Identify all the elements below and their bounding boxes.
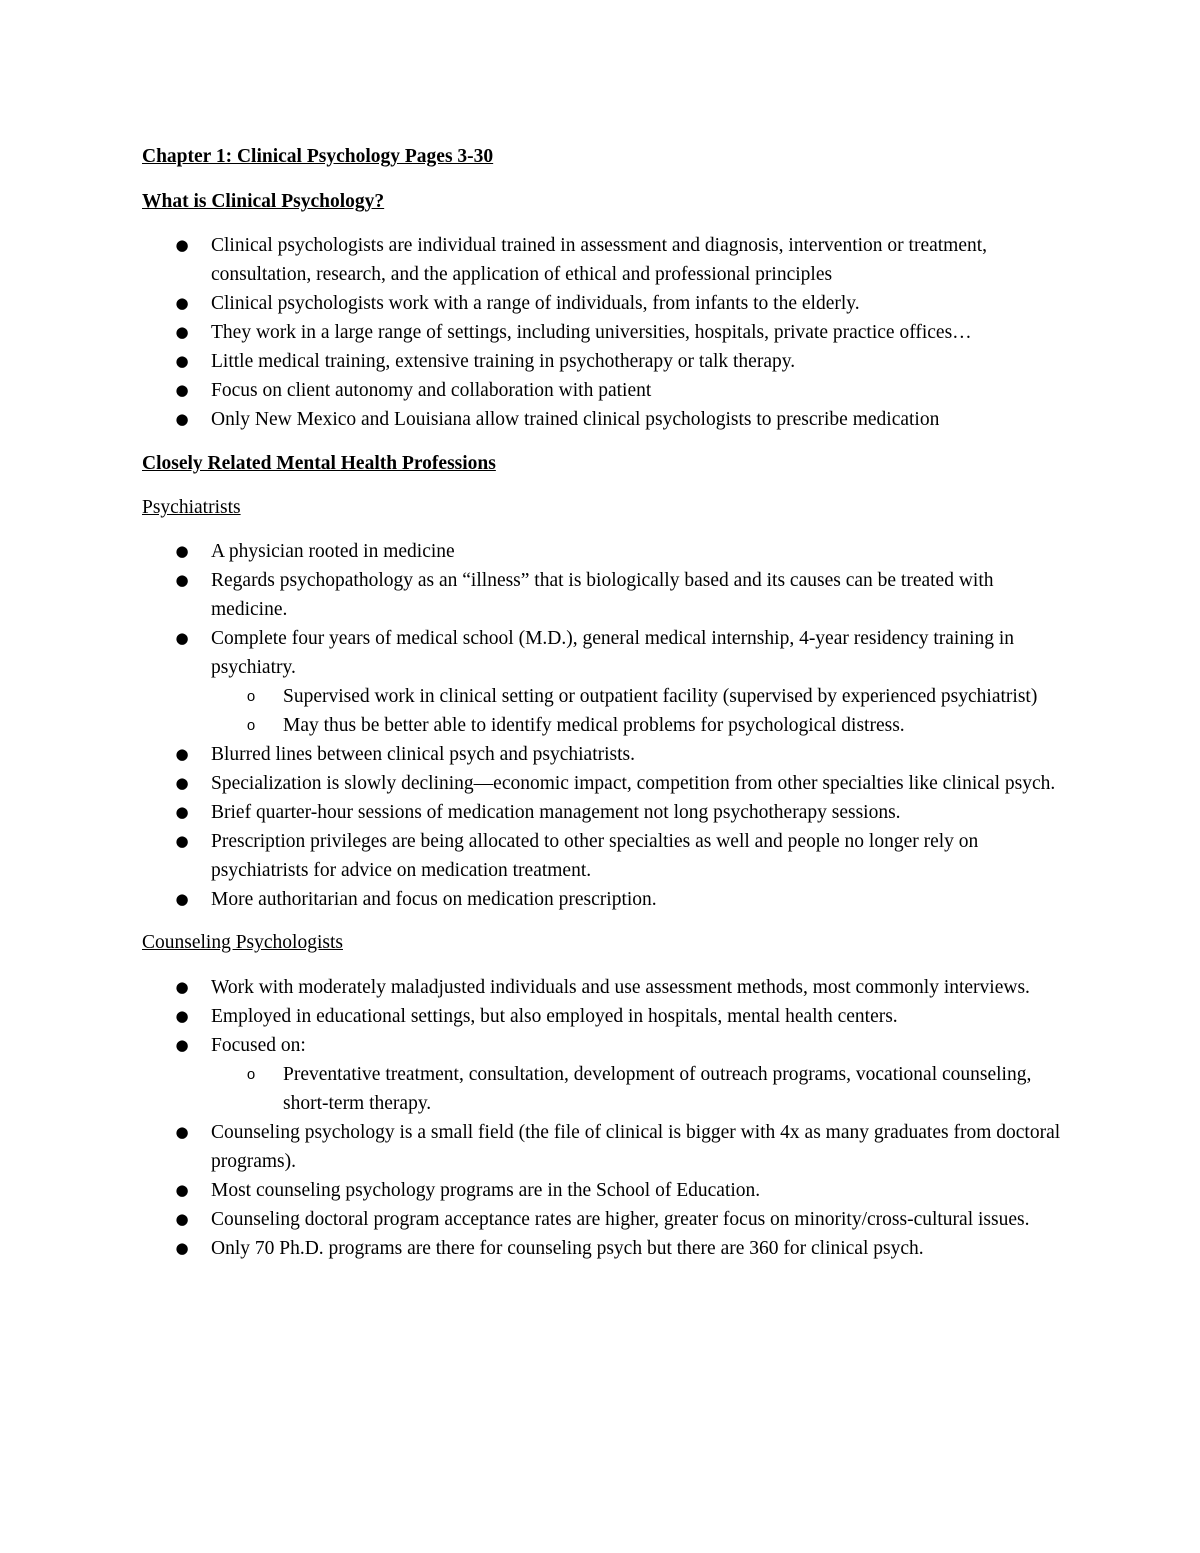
list-item-text: Complete four years of medical school (M.D.), general medical internship, 4-year residency training in psychiatry. — [211, 628, 1015, 678]
bullet-list-psychiatrists — [142, 537, 1062, 914]
list-item — [142, 1031, 1062, 1118]
bullet-icon: ● — [175, 542, 189, 560]
list-item-text: Focused on: — [211, 1035, 306, 1056]
bullet-icon: ● — [175, 1036, 189, 1054]
bullet-icon: ● — [175, 1181, 189, 1199]
sub-list-item-text: Preventative treatment, consultation, development of outreach programs, vocational counseling, short-term therapy. — [283, 1064, 1032, 1114]
bullet-icon: ● — [175, 832, 189, 850]
sub-list-item — [211, 711, 1062, 740]
sub-list-item-text: Supervised work in clinical setting or outpatient facility (supervised by experienced psychiatrist) — [283, 686, 1038, 707]
list-item — [142, 827, 1062, 885]
sub-list — [142, 682, 1062, 740]
bullet-icon: ● — [175, 381, 189, 399]
section-heading-what-is-clinical-psychology: What is Clinical Psychology? — [142, 191, 385, 212]
list-item — [142, 973, 1062, 1002]
list-item-text: Clinical psychologists are individual trained in assessment and diagnosis, intervention or treatment, consultation, research, and the application of ethical and professional principles — [211, 235, 988, 285]
list-item — [142, 289, 1062, 318]
bullet-icon: ● — [175, 1239, 189, 1257]
list-item — [142, 798, 1062, 827]
sub-list-item — [211, 1060, 1062, 1118]
list-item-text: More authoritarian and focus on medication prescription. — [211, 889, 657, 910]
bullet-icon: ● — [175, 774, 189, 792]
bullet-icon: ● — [175, 629, 189, 647]
list-item — [142, 231, 1062, 289]
circle-bullet-icon: o — [246, 717, 256, 734]
sub-list-item-text: May thus be better able to identify medical problems for psychological distress. — [283, 715, 905, 736]
bullet-icon: ● — [175, 323, 189, 341]
list-item-text: Prescription privileges are being allocated to other specialties as well and people no longer rely on psychiatrists for advice on medication treatment. — [211, 831, 979, 881]
list-item — [142, 318, 1062, 347]
list-item — [142, 537, 1062, 566]
list-item — [142, 740, 1062, 769]
list-item-text: Blurred lines between clinical psych and psychiatrists. — [211, 744, 636, 765]
circle-bullet-icon: o — [246, 688, 256, 705]
list-item — [142, 1002, 1062, 1031]
sub-list-item — [211, 682, 1062, 711]
bullet-icon: ● — [175, 745, 189, 763]
list-item — [142, 566, 1062, 624]
bullet-icon: ● — [175, 1007, 189, 1025]
list-item-text: Specialization is slowly declining—economic impact, competition from other specialties like clinical psych. — [211, 773, 1056, 794]
list-item-text: Regards psychopathology as an “illness” that is biologically based and its causes can be treated with medicine. — [211, 570, 994, 620]
list-item-text: Focus on client autonomy and collaboration with patient — [211, 380, 652, 401]
list-item — [142, 885, 1062, 914]
bullet-icon: ● — [175, 890, 189, 908]
list-item-text: Little medical training, extensive training in psychotherapy or talk therapy. — [211, 351, 796, 372]
bullet-icon: ● — [175, 1210, 189, 1228]
sub-list — [142, 1060, 1062, 1118]
document-page — [142, 142, 1062, 1263]
bullet-icon: ● — [175, 294, 189, 312]
document-title: Chapter 1: Clinical Psychology Pages 3-30 — [142, 146, 494, 167]
bullet-icon: ● — [175, 571, 189, 589]
list-item-text: Employed in educational settings, but also employed in hospitals, mental health centers. — [211, 1006, 898, 1027]
list-item-text: Only New Mexico and Louisiana allow trained clinical psychologists to prescribe medication — [211, 409, 940, 430]
bullet-icon: ● — [175, 1123, 189, 1141]
section-heading-related-professions: Closely Related Mental Health Professions — [142, 453, 496, 474]
subsection-heading-psychiatrists: Psychiatrists — [142, 497, 241, 518]
bullet-icon: ● — [175, 236, 189, 254]
list-item — [142, 624, 1062, 740]
bullet-icon: ● — [175, 352, 189, 370]
list-item — [142, 347, 1062, 376]
list-item-text: Only 70 Ph.D. programs are there for counseling psych but there are 360 for clinical psych. — [211, 1238, 924, 1259]
list-item — [142, 1234, 1062, 1263]
list-item — [142, 1205, 1062, 1234]
list-item-text: They work in a large range of settings, including universities, hospitals, private practice offices… — [211, 322, 972, 343]
bullet-icon: ● — [175, 803, 189, 821]
list-item-text: Brief quarter-hour sessions of medication management not long psychotherapy sessions. — [211, 802, 901, 823]
list-item-text: A physician rooted in medicine — [211, 541, 455, 562]
list-item — [142, 405, 1062, 434]
list-item — [142, 1118, 1062, 1176]
list-item — [142, 1176, 1062, 1205]
list-item-text: Clinical psychologists work with a range of individuals, from infants to the elderly. — [211, 293, 860, 314]
list-item-text: Most counseling psychology programs are in the School of Education. — [211, 1180, 761, 1201]
list-item — [142, 769, 1062, 798]
bullet-list-counseling-psychologists — [142, 973, 1062, 1263]
bullet-list-what-is-clinical-psychology — [142, 231, 1062, 434]
subsection-heading-counseling-psychologists: Counseling Psychologists — [142, 932, 343, 953]
list-item-text: Counseling psychology is a small field (the file of clinical is bigger with 4x as many graduates from doctoral programs). — [211, 1122, 1061, 1172]
circle-bullet-icon: o — [246, 1066, 256, 1083]
bullet-icon: ● — [175, 410, 189, 428]
bullet-icon: ● — [175, 978, 189, 996]
list-item-text: Counseling doctoral program acceptance rates are higher, greater focus on minority/cross-cultural issues. — [211, 1209, 1030, 1230]
list-item-text: Work with moderately maladjusted individuals and use assessment methods, most commonly interviews. — [211, 977, 1030, 998]
list-item — [142, 376, 1062, 405]
